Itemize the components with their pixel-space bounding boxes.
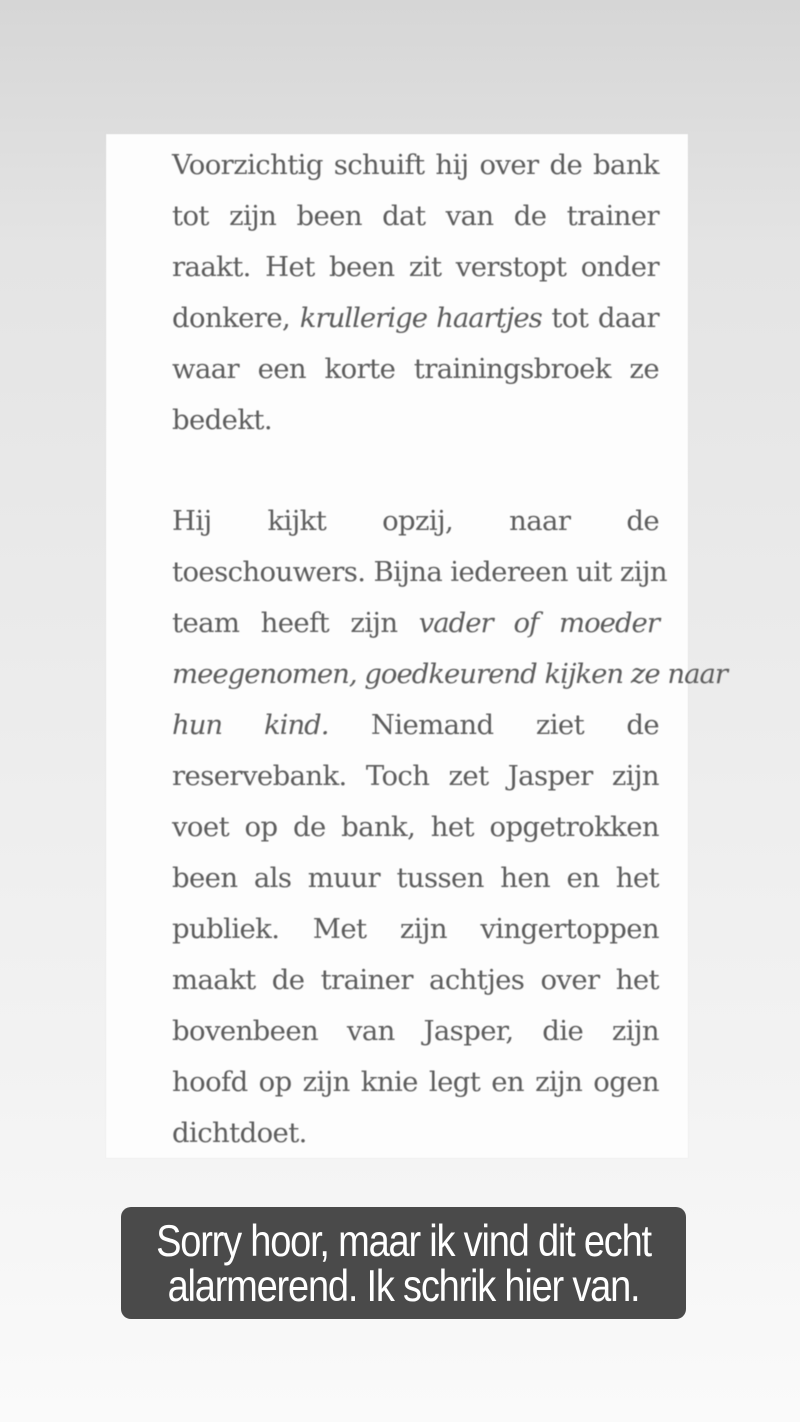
text-line: hoofd op zijn knie legt en zijn ogen: [172, 1066, 659, 1098]
italic-fragment: hun kind.: [172, 709, 329, 741]
italic-fragment: vader of moeder: [418, 607, 659, 639]
text-line: publiek. Met zijn vingertoppen: [172, 913, 659, 945]
caption-line: alarmerend. Ik schrik hier van.: [167, 1262, 640, 1312]
text-line: bedekt.: [172, 404, 273, 436]
text-line: maakt de trainer achtjes over het: [172, 964, 659, 996]
text-line: raakt. Het been zit verstopt onder: [172, 251, 659, 283]
italic-line: meegenomen, goedkeurend kijken ze naar: [172, 658, 728, 690]
text-line: [172, 293, 659, 344]
text-fragment: tot daar: [551, 302, 659, 334]
italic-fragment: krullerige haartjes: [299, 302, 542, 334]
text-line: waar een korte trainingsbroek ze: [172, 353, 659, 385]
text-fragment: Hij kijkt opzij, naar de: [172, 505, 659, 537]
book-text: [172, 140, 728, 1159]
text-line: [172, 700, 659, 751]
text-line: bovenbeen van Jasper, die zijn: [172, 1015, 659, 1047]
text-line: dichtdoet.: [172, 1117, 307, 1149]
text-fragment: Niemand ziet de: [370, 709, 659, 741]
text-line: voet op de bank, het opgetrokken: [172, 811, 659, 843]
text-line: toeschouwers. Bijna iedereen uit zijn: [172, 556, 668, 588]
text-fragment: donkere,: [172, 302, 291, 334]
text-line: Voorzichtig schuift hij over de bank: [172, 149, 659, 181]
story-caption: [121, 1207, 686, 1319]
book-page-photo: [106, 134, 728, 1158]
text-line: tot zijn been dat van de trainer: [172, 200, 659, 232]
text-line: [172, 496, 659, 547]
text-line: been als muur tussen hen en het: [172, 862, 659, 894]
text-line: [172, 598, 659, 649]
text-line: reservebank. Toch zet Jasper zijn: [172, 760, 659, 792]
paragraph-break: [172, 446, 659, 496]
text-fragment: team heeft zijn: [172, 607, 398, 639]
caption-line: Sorry hoor, maar ik vind dit echt: [156, 1217, 651, 1267]
